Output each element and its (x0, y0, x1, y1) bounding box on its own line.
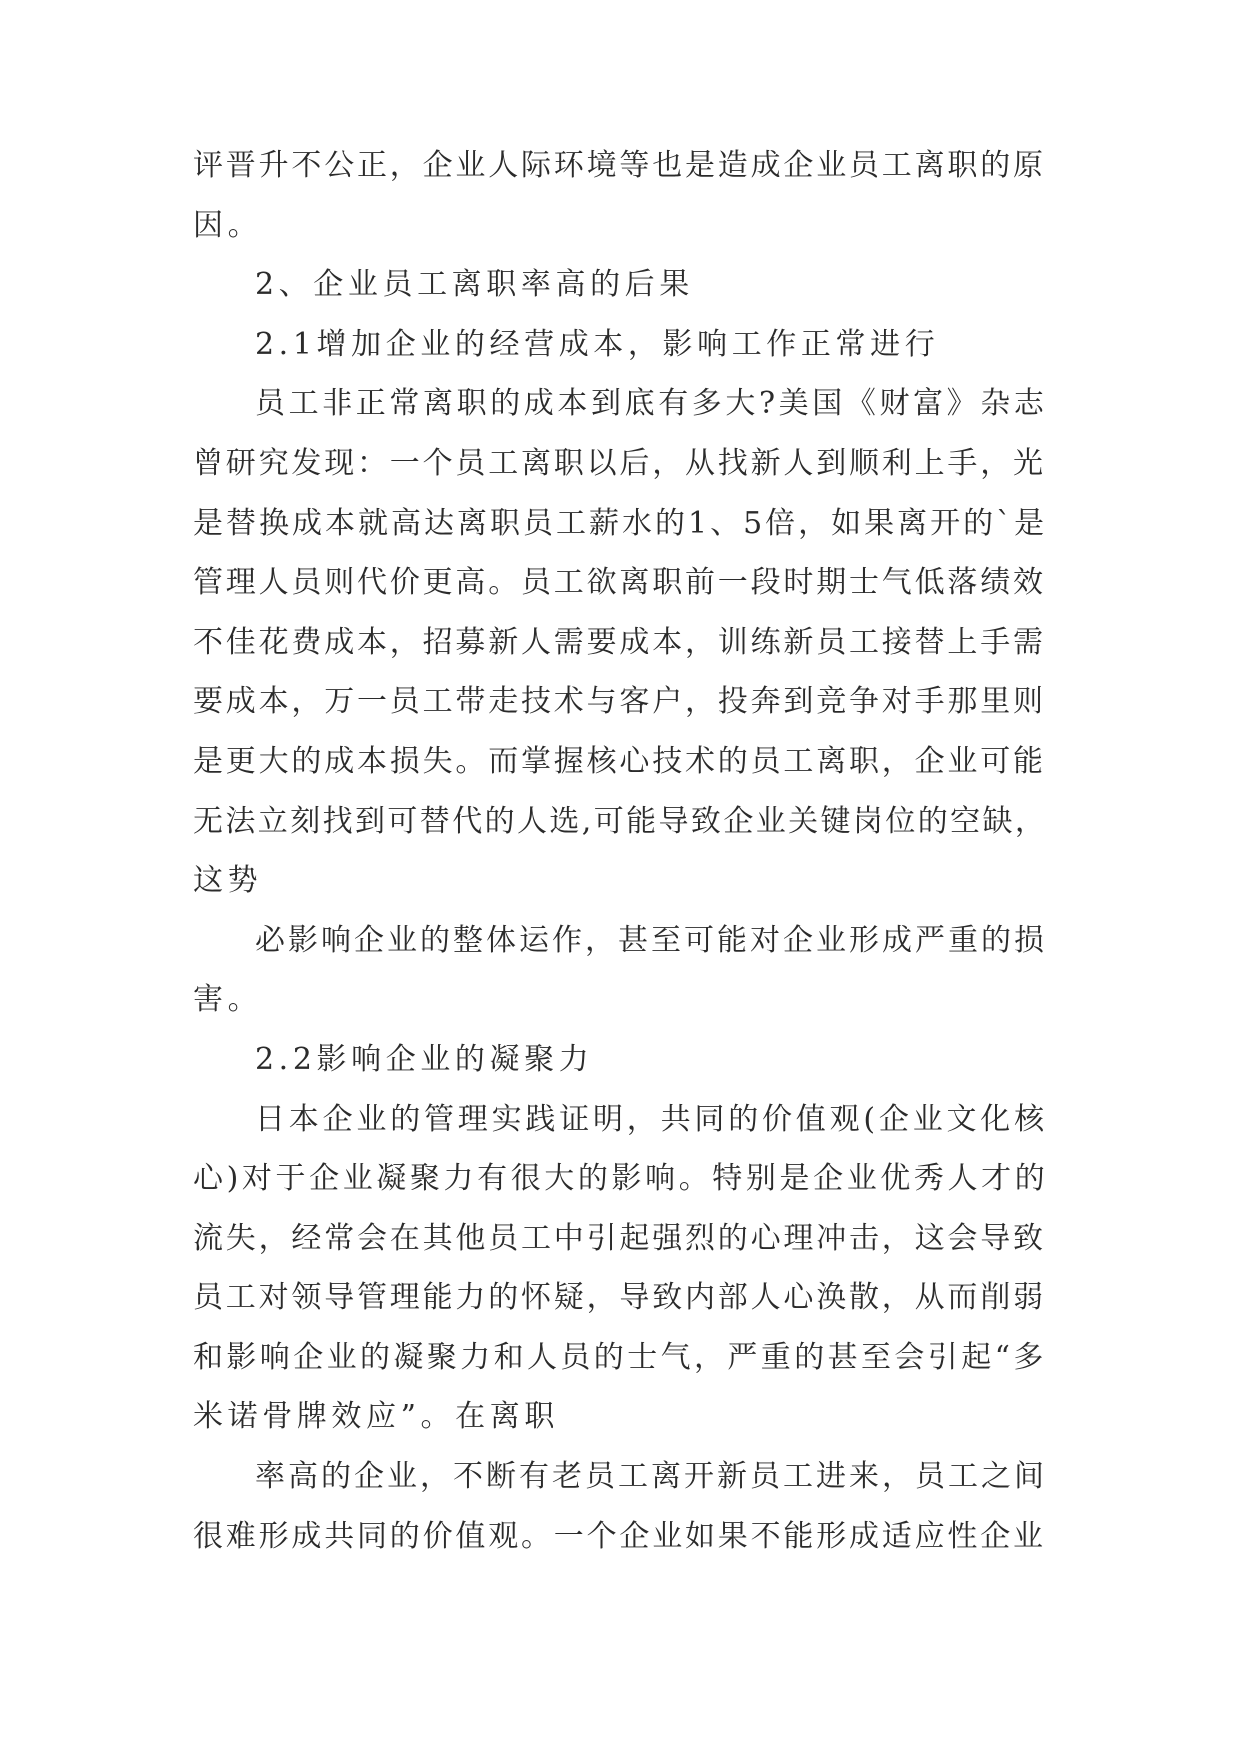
text-line: 管理人员则代价更高。员工欲离职前一段时期士气低落绩效 (193, 565, 1046, 601)
text-line: 是替换成本就高达离职员工薪水的1、5倍，如果离开的`是 (193, 505, 1048, 541)
text-line: 是更大的成本损失。而掌握核心技术的员工离职，企业可能 (193, 743, 1046, 779)
text-line: 害。 (193, 982, 263, 1018)
document-body (193, 136, 1049, 1566)
text-line: 曾研究发现：一个员工离职以后，从找新人到顺利上手，光 (193, 445, 1046, 481)
text-line: 很难形成共同的价值观。一个企业如果不能形成适应性企业 (193, 1518, 1046, 1554)
text-line: 2、企业员工离职率高的后果 (255, 267, 694, 303)
text-line: 2.1增加企业的经营成本，影响工作正常进行 (255, 326, 940, 362)
text-line: 日本企业的管理实践证明，共同的价值观(企业文化核 (255, 1101, 1048, 1137)
text-line: 无法立刻找到可替代的人选,可能导致企业关键岗位的空缺， (193, 803, 1048, 839)
text-line: 这势 (193, 863, 263, 899)
text-line: 流失，经常会在其他员工中引起强烈的心理冲击，这会导致 (193, 1220, 1046, 1256)
text-line: 不佳花费成本，招募新人需要成本，训练新员工接替上手需 (193, 624, 1046, 660)
text-line: 要成本，万一员工带走技术与客户，投奔到竞争对手那里则 (193, 684, 1046, 720)
text-line: 员工对领导管理能力的怀疑，导致内部人心涣散，从而削弱 (193, 1280, 1046, 1316)
text-line: 2.2影响企业的凝聚力 (255, 1041, 594, 1077)
text-line: 必影响企业的整体运作，甚至可能对企业形成严重的损 (255, 922, 1047, 958)
text-line: 员工非正常离职的成本到底有多大?美国《财富》杂志 (255, 386, 1048, 422)
text-line: 心)对于企业凝聚力有很大的影响。特别是企业优秀人才的 (193, 1161, 1049, 1197)
text-line: 因。 (193, 207, 263, 243)
text-line: 米诺骨牌效应”。在离职 (193, 1399, 559, 1435)
text-line: 评晋升不公正，企业人际环境等也是造成企业员工离职的原 (193, 148, 1046, 183)
text-line: 和影响企业的凝聚力和人员的士气，严重的甚至会引起“多 (193, 1339, 1047, 1375)
text-line: 率高的企业，不断有老员工离开新员工进来，员工之间 (255, 1459, 1047, 1495)
